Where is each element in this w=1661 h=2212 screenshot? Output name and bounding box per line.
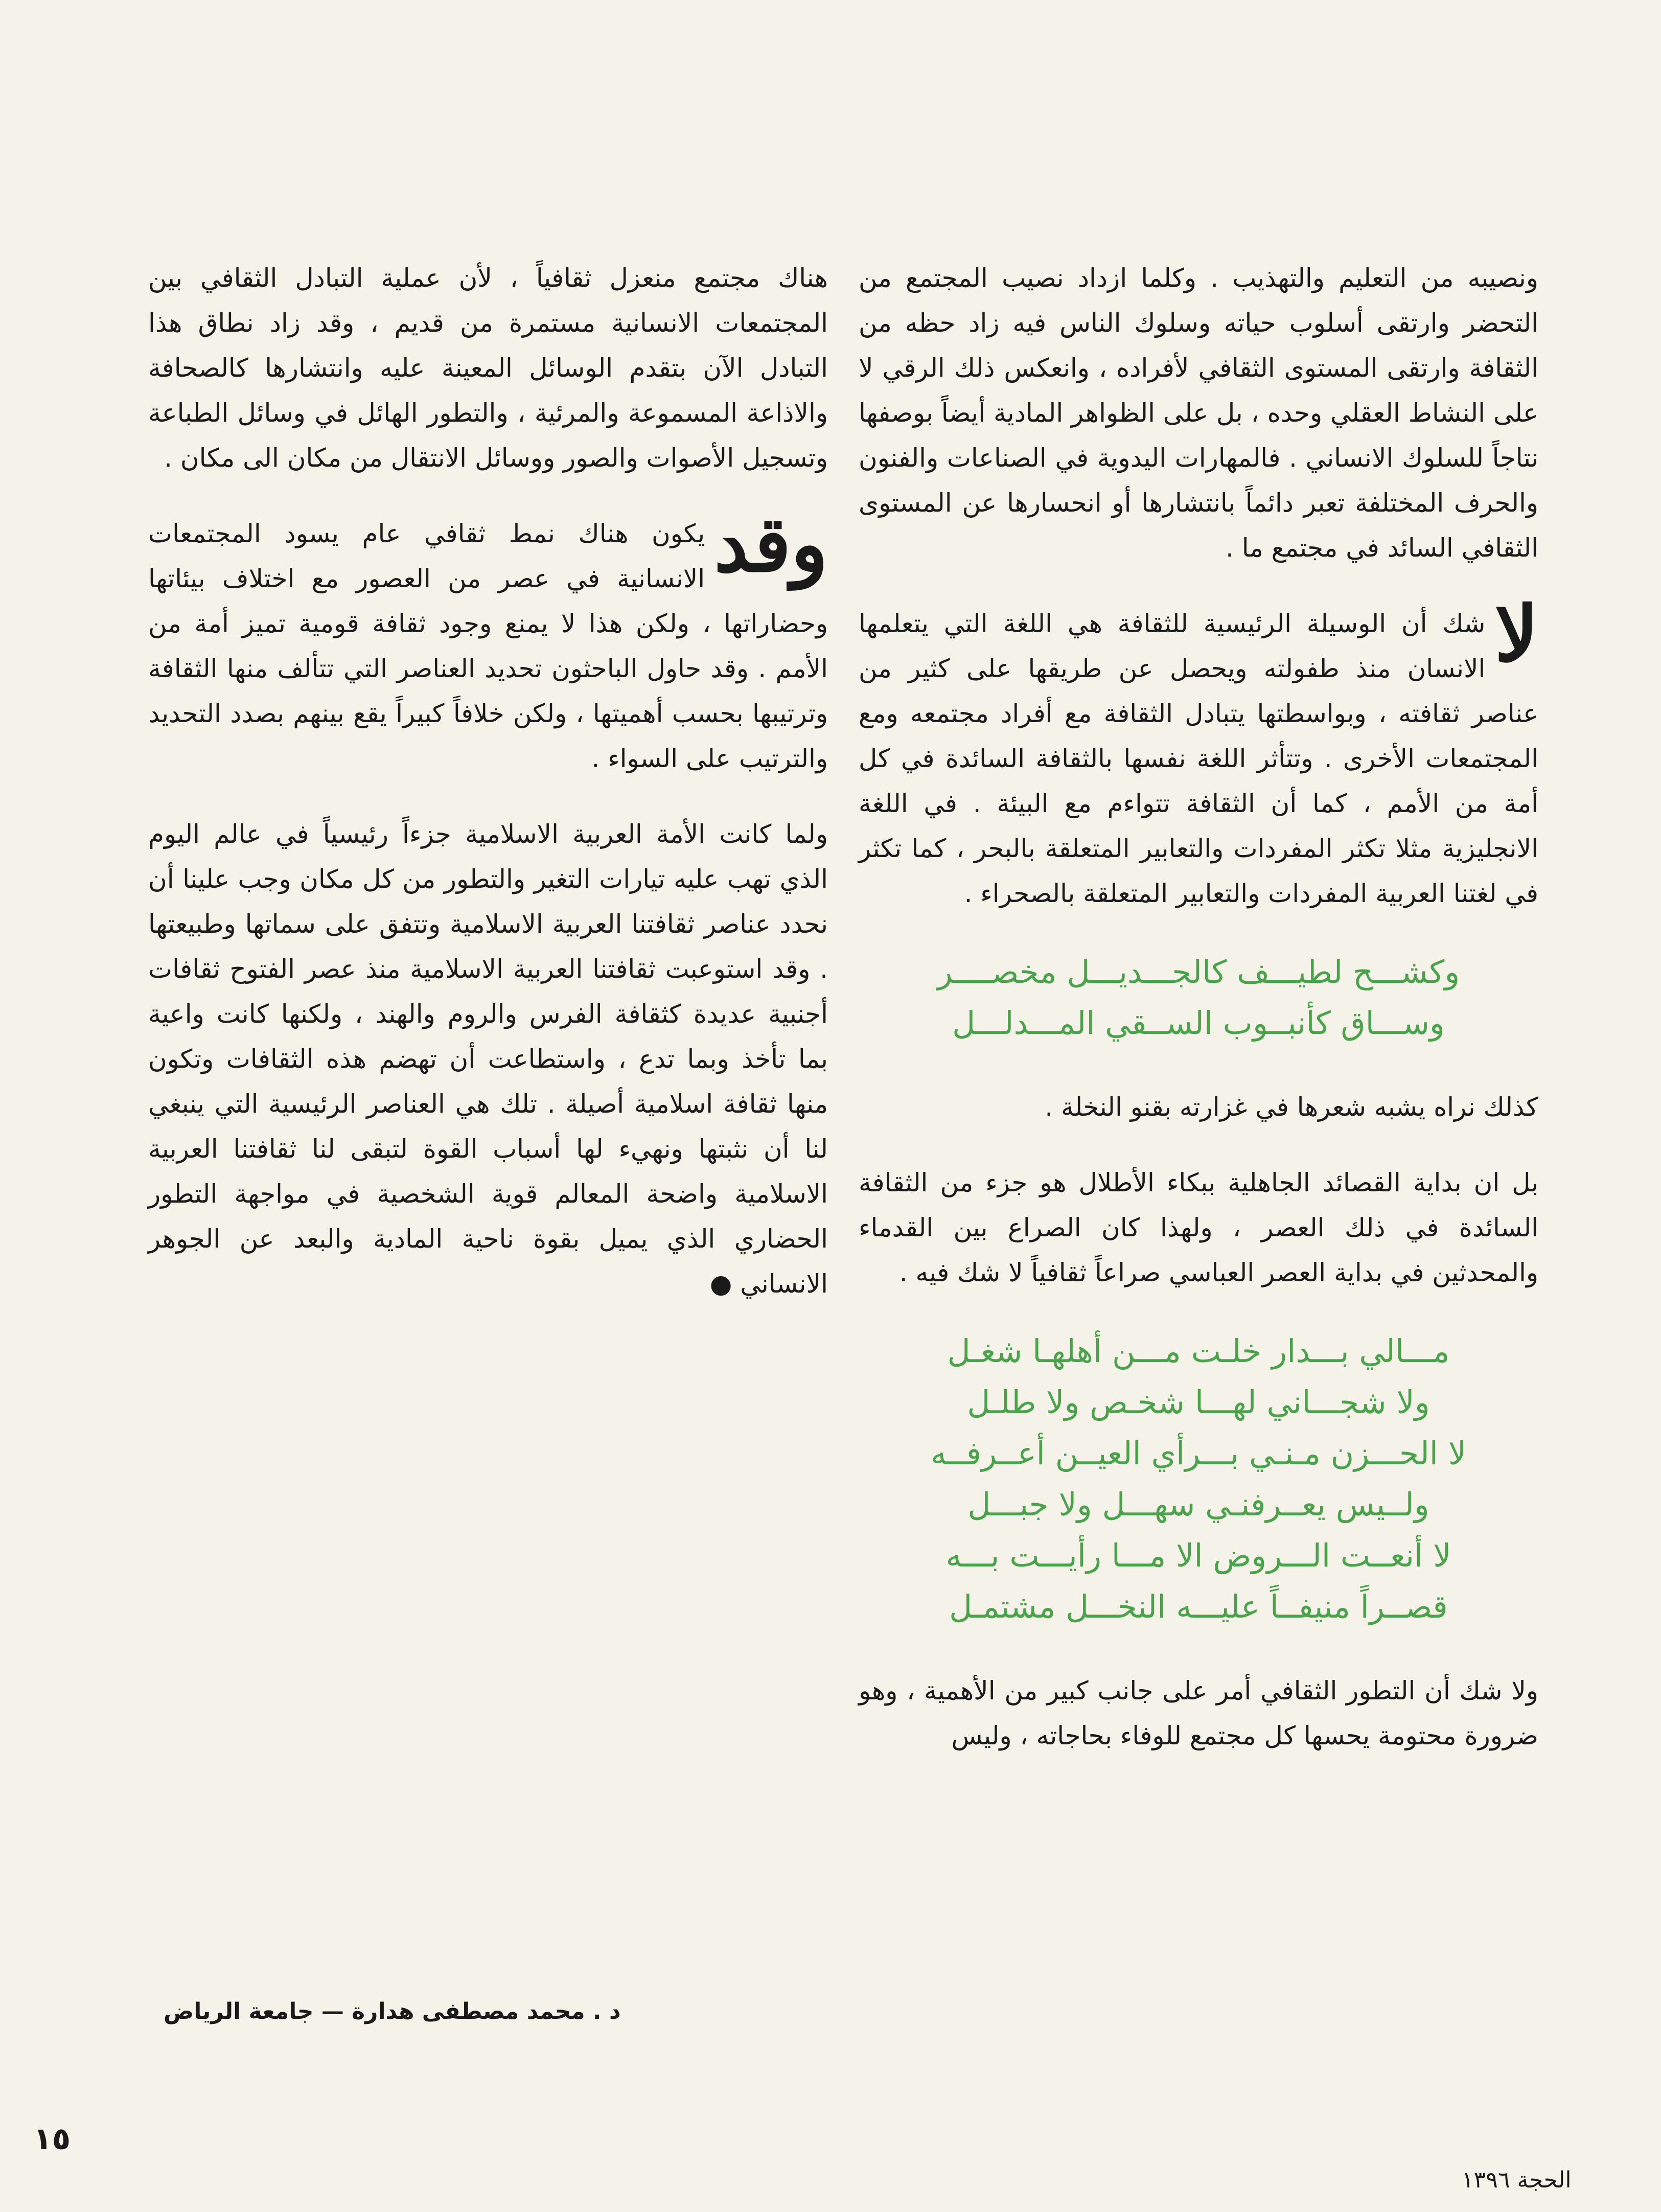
verse-line: مـــالي بـــدار خلـت مـــن أهلهـا شغـل (947, 1332, 1450, 1370)
paragraph: بل ان بداية القصائد الجاهلية ببكاء الأطلال هو جزء من الثقافة السائدة في ذلك العصر ، ولهذا كان الصراع بين القدماء والمحدثين في بداية العصر العباسي صراعاً ثقافياً لا شك فيه . (859, 1168, 1538, 1287)
paragraph-text: شك أن الوسيلة الرئيسية للثقافة هي اللغة التي يتعلمها الانسان منذ طفولته ويحصل عن طريقها على كثير من عناصر ثقافته ، وبواسطتها يتبادل الثقافة مع أفراد مجتمعه ومع المجتمعات الأخرى . وتتأثر اللغة نفسها بالثقافة السائدة في كل أمة من الأمم ، كما أن الثقافة تتواءم مع البيئة . في اللغة الانجليزية مثلا تكثر المفردات والتعابير المتعلقة بالبحر ، كما تكثر في لغتنا العربية المفردات والتعابير المتعلقة بالصحراء . (859, 609, 1538, 908)
verse-line: لا أنعــت الـــروض الا مـــا رأيـــت بـــه (945, 1537, 1451, 1574)
drop-cap: وقد (714, 499, 828, 589)
paragraph: ولما كانت الأمة العربية الاسلامية جزءاً رئيسياً في عالم اليوم الذي تهب عليه تيارات التغير والتطور من كل مكان وجب علينا أن نحدد عناصر ثقافتنا العربية الاسلامية وتتفق على سماتها وطبيعتها . وقد استوعبت ثقافتنا العربية الاسلامية منذ عصر الفتوح ثقافات أجنبية عديدة كثقافة الفرس والروم والهند ، ولكنها كانت واعية بما تأخذ وبما تدع ، واستطاعت أن تهضم هذه الثقافات وتكون منها ثقافة اسلامية أصيلة . تلك هي العناصر الرئيسية التي ينبغي لنا أن نثبتها ونهيء لها أسباب القوة لتبقى لنا ثقافتنا العربية الاسلامية واضحة المعالم قوية الشخصية في مواجهة التطور الحضاري الذي يميل بقوة ناحية المادية والبعد عن الجوهر الانساني ● (148, 819, 828, 1299)
right-column (859, 256, 1538, 1789)
page-number: ١٥ (33, 2121, 71, 2157)
paragraph: ونصيبه من التعليم والتهذيب . وكلما ازداد نصيب المجتمع من التحضر وارتقى أسلوب حياته وسلوك الناس فيه زاد حظه من الثقافة وارتقى المستوى الثقافي لأفراده ، وانعكس ذلك الرقي لا على النشاط العقلي وحده ، بل على الظواهر المادية أيضاً بوصفها نتاجاً للسلوك الانساني . فالمهارات اليدوية في الصناعات والفنون والحرف المختلفة تعبر دائماً بانتشارها أو انحسارها عن المستوى الثقافي السائد في مجتمع ما . (859, 263, 1538, 563)
drop-cap: لا (1494, 589, 1538, 679)
paragraph-text: يكون هناك نمط ثقافي عام يسود المجتمعات الانسانية في عصر من العصور مع اختلاف بيئاتها وحضاراتها ، ولكن هذا لا يمنع وجود ثقافة قومية تميز أمة من الأمم . وقد حاول الباحثون تحديد العناصر التي تتألف منها الثقافة وترتيبها بحسب أهميتها ، ولكن خلافاً كبيراً يقع بينهم بصدد التحديد والترتيب على السواء . (148, 519, 828, 773)
paragraph (859, 589, 1538, 916)
left-column (148, 256, 828, 1337)
paragraph (148, 499, 828, 781)
verse-line: قصــراً منيفــاً عليـــه النخـــل مشتمـل (949, 1588, 1448, 1625)
issue-label: الحجة ١٣٩٦ (1462, 2167, 1572, 2193)
verse-line: ولــيس يعــرفنـي سهـــل ولا جبـــل (967, 1486, 1429, 1523)
poem-verse (859, 1326, 1538, 1632)
paragraph: كذلك نراه يشبه شعرها في غزارته بقنو النخلة . (1045, 1092, 1538, 1122)
paragraph: ولا شك أن التطور الثقافي أمر على جانب كبير من الأهمية ، وهو ضرورة محتومة يحسها كل مجتمع للوفاء بحاجاته ، وليس (859, 1676, 1538, 1750)
verse-line: لا الحـــزن مـنـي بـــرأي العيــن أعــرفــه (930, 1435, 1467, 1472)
verse-line: وكشـــح لطيـــف كالجـــديـــل مخصــــر (937, 953, 1460, 990)
verse-line: ولا شجـــاني لهـــا شخـص ولا طلـل (967, 1384, 1430, 1421)
poem-verse (859, 947, 1538, 1049)
paragraph: هناك مجتمع منعزل ثقافياً ، لأن عملية التبادل الثقافي بين المجتمعات الانسانية مستمرة من قديم ، وقد زاد نطاق هذا التبادل الآن بتقدم الوسائل المعينة عليه وانتشارها كالصحافة والاذاعة المسموعة والمرئية ، والتطور الهائل في وسائل الطباعة وتسجيل الأصوات والصور ووسائل الانتقال من مكان الى مكان . (148, 263, 828, 473)
verse-line: وســـاق كأنبــوب الســقي المـــدلـــل (952, 1004, 1445, 1042)
author-signature: د . محمد مصطفى هدارة — جامعة الرياض (164, 1998, 621, 2024)
